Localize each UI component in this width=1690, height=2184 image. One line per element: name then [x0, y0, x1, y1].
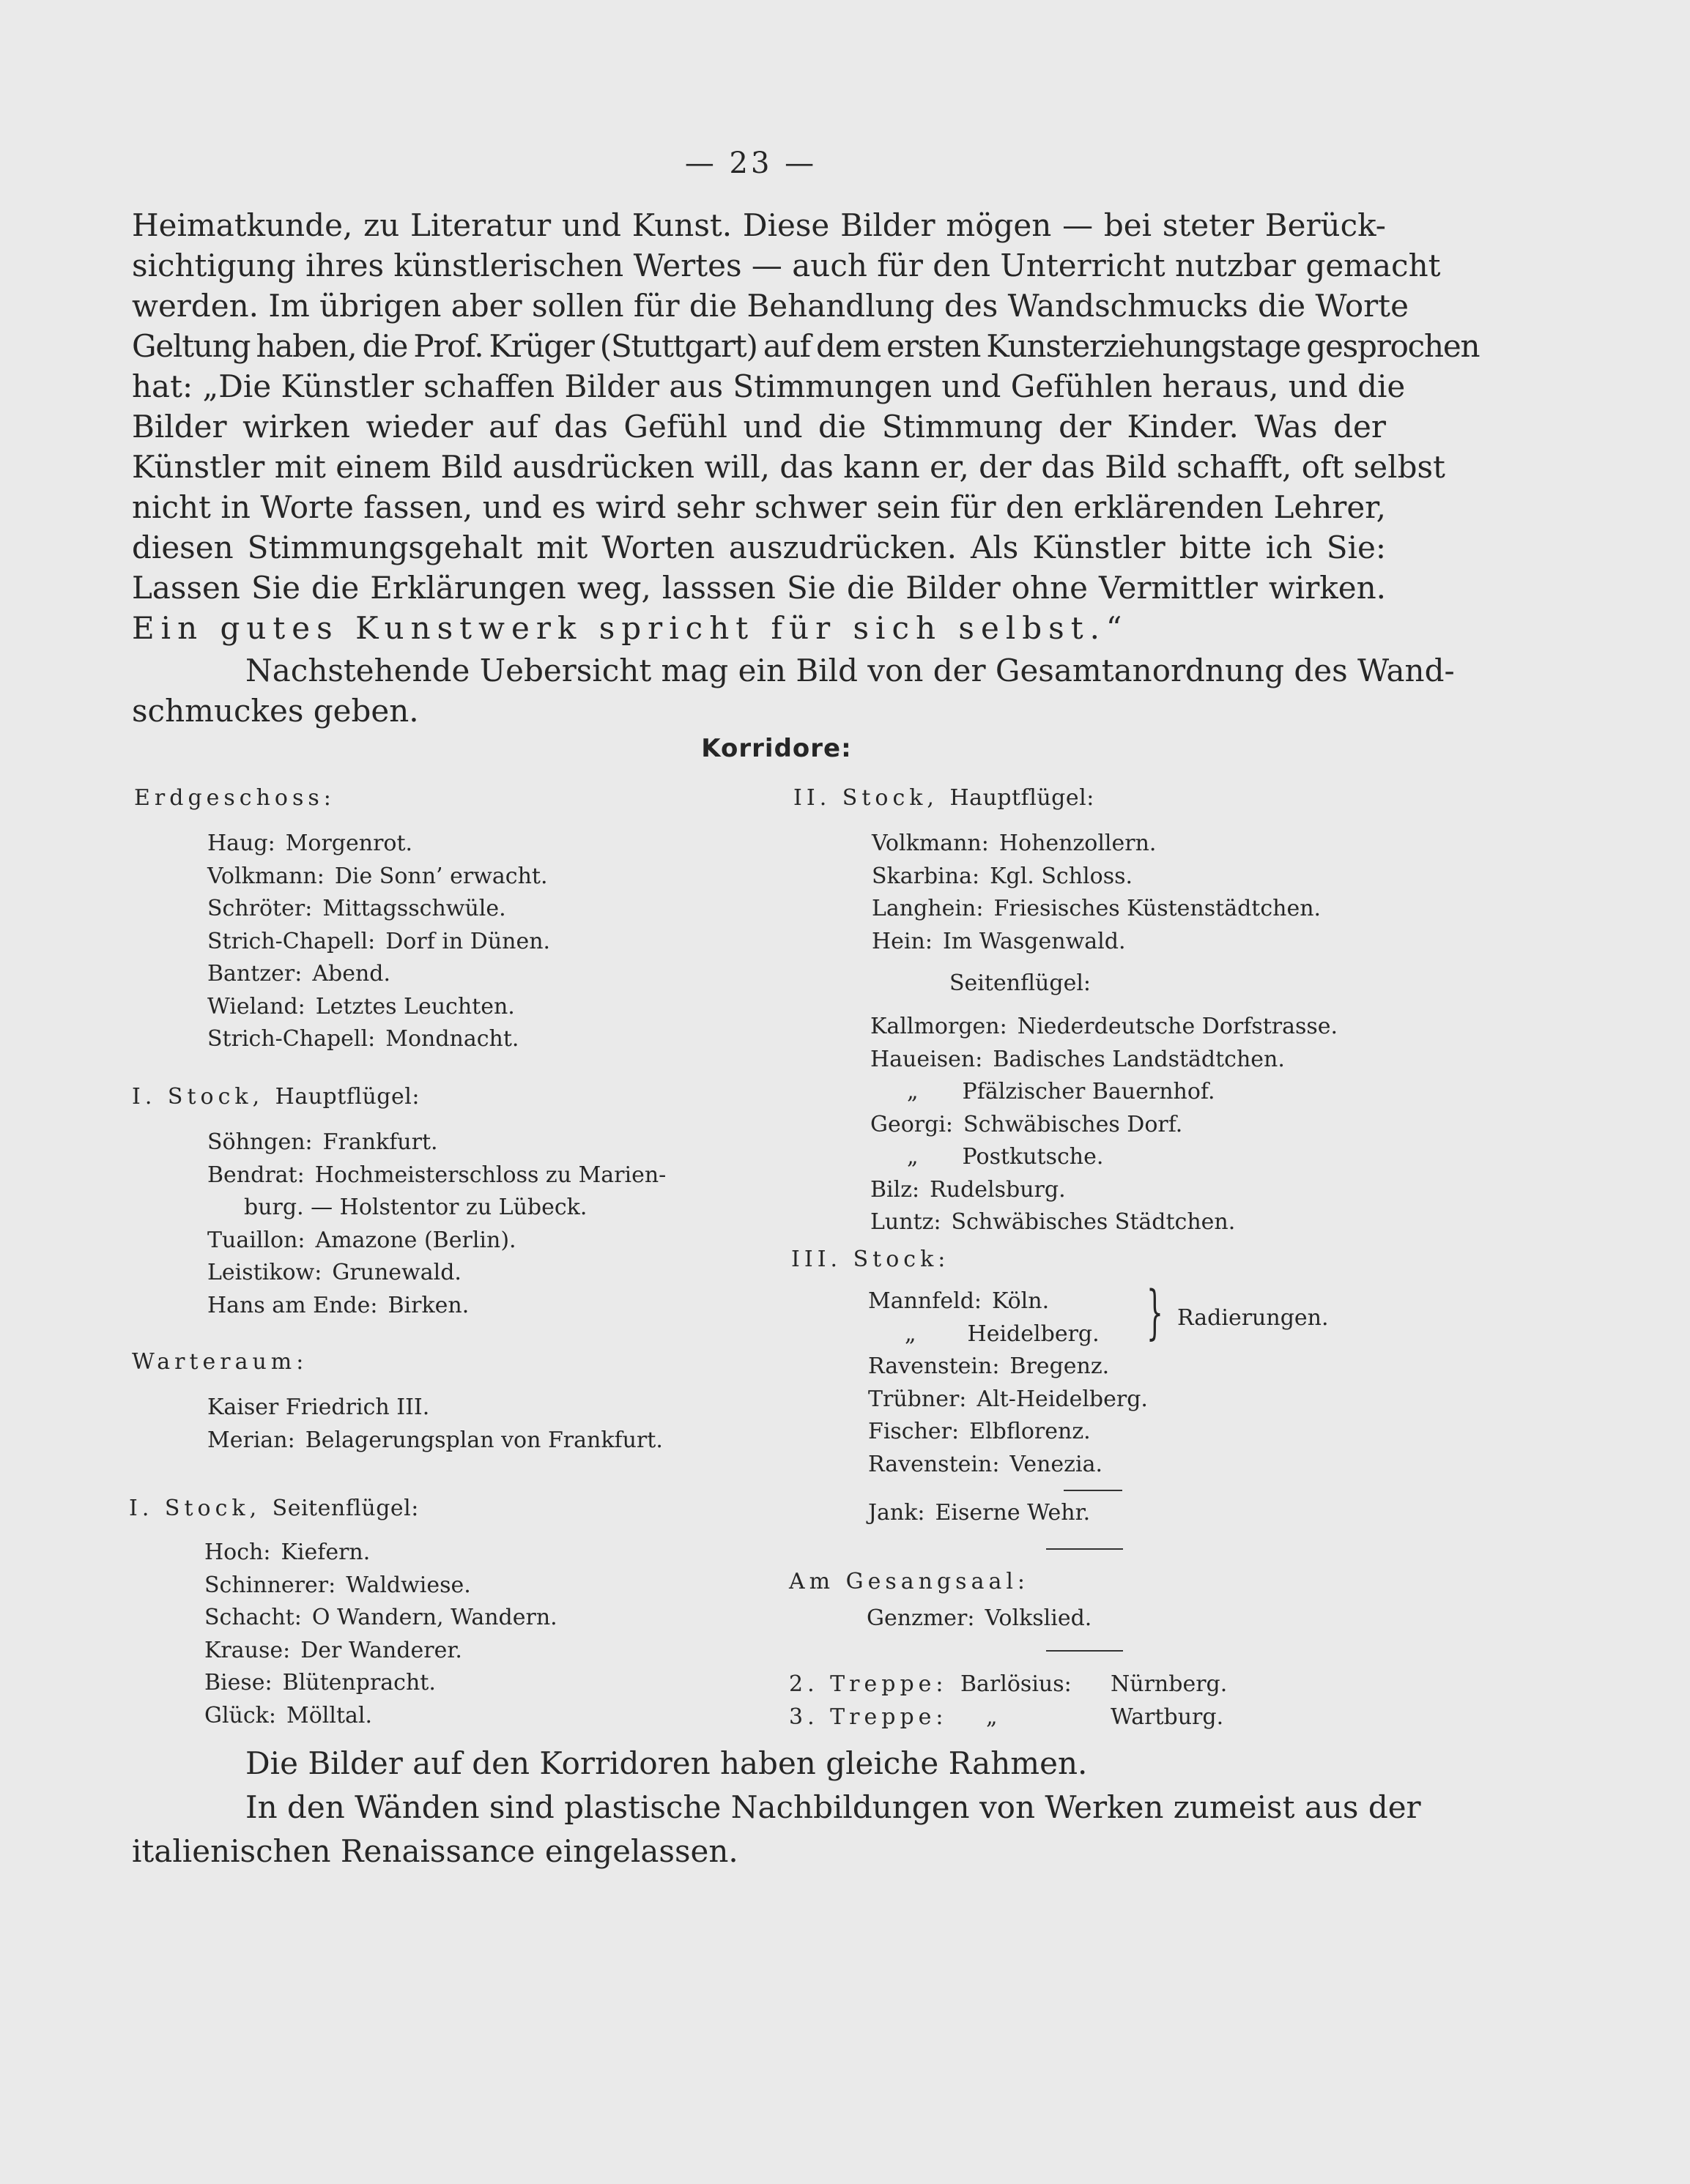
- work-title: Amazone (Berlin).: [315, 1227, 516, 1253]
- list-item: [872, 828, 1321, 861]
- list-item: [870, 1076, 1338, 1109]
- work-title: Mölltal.: [286, 1702, 373, 1728]
- list-item: [207, 828, 550, 861]
- list-treppen: [789, 1668, 1227, 1734]
- list-erdgeschoss: [207, 828, 550, 1056]
- list-item: [870, 1044, 1338, 1077]
- title-spaced: II. Stock,: [793, 785, 938, 811]
- list-item: [207, 926, 550, 959]
- ditto-mark: „: [907, 1079, 919, 1104]
- list-item: [207, 958, 550, 991]
- list-stock1-hauptfluegel: [207, 1126, 666, 1322]
- list-item: [207, 1023, 550, 1056]
- list-item: [870, 1011, 1338, 1044]
- text-line: hat: „Die Künstler schaffen Bilder aus Stimmungen und Gefühlen heraus, und die: [132, 368, 1406, 404]
- work-title: Eiserne Wehr.: [935, 1500, 1091, 1526]
- artist-name: Merian :: [207, 1427, 295, 1453]
- list-jank: [868, 1497, 1090, 1530]
- list-item: [872, 926, 1321, 959]
- text-line: Künstler mit einem Bild ausdrücken will, das kann er, der das Bild schafft, oft selbst: [132, 449, 1445, 485]
- title-spaced: I. Stock,: [129, 1496, 262, 1521]
- work-title: Morgenrot.: [285, 831, 413, 856]
- text-line: Geltung haben, die Prof. Krüger (Stuttgart) auf dem ersten Kunsterziehungstage gesprochen: [132, 328, 1480, 364]
- text-line: italienischen Renaissance eingelassen.: [132, 1833, 738, 1869]
- artist-name: Hoch :: [204, 1539, 270, 1565]
- list-item: [207, 1425, 663, 1457]
- artist-name: Volkmann :: [872, 831, 989, 856]
- work-title: Kgl. Schloss.: [990, 863, 1133, 889]
- artist-name: Langhein :: [872, 896, 983, 921]
- artist-name: Ravenstein :: [868, 1452, 999, 1477]
- work-title: Kaiser Friedrich III.: [207, 1394, 430, 1420]
- artist-name: Schacht :: [204, 1605, 302, 1630]
- work-title: Volkslied.: [985, 1605, 1092, 1631]
- list-stock2-hauptfluegel: [872, 828, 1321, 958]
- work-title: Belagerungsplan von Frankfurt.: [305, 1427, 663, 1453]
- text-line: Die Bilder auf den Korridoren haben gleiche Rahmen.: [245, 1745, 1088, 1781]
- list-item: [207, 861, 550, 894]
- work-title: Birken.: [388, 1292, 470, 1318]
- closing-paragraphs: [132, 1742, 1421, 1873]
- artist-name: Schröter :: [207, 896, 312, 921]
- work-title: Badisches Landstädtchen.: [993, 1046, 1285, 1072]
- artist-name: Volkmann :: [207, 863, 325, 889]
- list-item: [204, 1537, 557, 1570]
- text-line: sichtigung ihres künstlerischen Wertes — auch für den Unterricht nutzbar gemacht: [132, 248, 1441, 283]
- list-stock3: [868, 1285, 1148, 1481]
- text-line: nicht in Worte fassen, und es wird sehr schwer sein für den erklärenden Lehrer,: [132, 489, 1386, 525]
- work-title: Mittagsschwüle.: [322, 896, 506, 921]
- list-item: [868, 1449, 1148, 1482]
- list-item: [868, 1383, 1148, 1416]
- list-item-continuation: burg. — Holstentor zu Lübeck.: [244, 1195, 588, 1220]
- artist-name: Skarbina :: [872, 863, 979, 889]
- artist-name: Strich-Chapell :: [207, 929, 375, 954]
- work-title: Wartburg.: [1111, 1704, 1224, 1730]
- title-plain: Seitenflügel:: [272, 1496, 419, 1521]
- list-item: [207, 1159, 666, 1192]
- artist-name: Genzmer :: [867, 1605, 975, 1631]
- work-title: Schwäbisches Dorf.: [963, 1111, 1183, 1137]
- artist-name: Barlösius:: [960, 1671, 1072, 1697]
- list-item: [207, 1290, 666, 1323]
- list-stock1-seitenfluegel: [204, 1537, 557, 1732]
- title-spaced: I. Stock,: [132, 1084, 264, 1110]
- work-title: Kiefern.: [281, 1539, 371, 1565]
- artist-name: Krause :: [204, 1638, 290, 1663]
- work-title: Frankfurt.: [322, 1129, 438, 1155]
- work-title: Postkutsche.: [962, 1144, 1104, 1170]
- list-item: [789, 1668, 1227, 1701]
- artist-name: Leistikow :: [207, 1260, 322, 1285]
- work-title: Der Wanderer.: [300, 1637, 462, 1663]
- list-item: [207, 991, 550, 1024]
- list-item: [872, 893, 1321, 926]
- artist-name: Fischer :: [868, 1419, 959, 1444]
- artist-name: Mannfeld :: [868, 1288, 982, 1314]
- intro-paragraph: [132, 205, 1480, 648]
- work-title: Heidelberg.: [967, 1321, 1100, 1347]
- work-title: Schwäbisches Städtchen.: [951, 1209, 1236, 1235]
- section-title-stock1-seitenfluegel: [129, 1496, 419, 1521]
- work-title: Grunewald.: [332, 1260, 462, 1285]
- artist-name: Hans am Ende :: [207, 1293, 377, 1318]
- list-item: [868, 1497, 1090, 1530]
- artist-name: Bendrat :: [207, 1162, 305, 1188]
- overview-paragraph: [132, 650, 1455, 731]
- work-title: Köln.: [992, 1288, 1050, 1314]
- list-item: [207, 1126, 666, 1159]
- ditto-mark: „: [907, 1144, 919, 1170]
- artist-name: Ravenstein :: [868, 1353, 999, 1379]
- artist-name: Söhngen :: [207, 1129, 313, 1155]
- section-title-gesangsaal: Am Gesangsaal:: [789, 1569, 1030, 1594]
- work-title: Friesisches Küstenstädtchen.: [993, 896, 1322, 921]
- list-seitenfluegel: [870, 1011, 1338, 1239]
- stair-label: 3. Treppe:: [789, 1704, 948, 1730]
- artist-name: Schinnerer :: [204, 1572, 336, 1598]
- artist-name: Luntz :: [870, 1209, 941, 1235]
- list-item: [204, 1602, 557, 1635]
- page-number: — 23 —: [684, 146, 818, 180]
- list-gesangsaal: [867, 1602, 1092, 1635]
- list-item: [204, 1667, 557, 1700]
- divider-rule: [1064, 1490, 1122, 1491]
- list-item: [204, 1635, 557, 1668]
- work-title: Alt-Heidelberg.: [976, 1386, 1148, 1412]
- grouping-brace: }: [1146, 1278, 1163, 1346]
- list-item: [868, 1351, 1148, 1383]
- divider-rule: [1046, 1548, 1123, 1550]
- text-line: schmuckes geben.: [132, 693, 419, 729]
- list-item: [872, 861, 1321, 894]
- text-line: Bilder wirken wieder auf das Gefühl und die Stimmung der Kinder. Was der: [132, 409, 1386, 445]
- artist-name: Wieland :: [207, 994, 305, 1019]
- work-title: Blütenpracht.: [282, 1670, 436, 1695]
- artist-name: Glück :: [204, 1703, 276, 1728]
- list-warteraum: [207, 1392, 663, 1457]
- subheading-seitenfluegel: Seitenflügel:: [949, 970, 1092, 996]
- divider-rule: [1046, 1650, 1123, 1652]
- list-item: [789, 1701, 1227, 1734]
- list-item: [868, 1285, 1148, 1318]
- title-plain: Hauptflügel:: [949, 785, 1094, 811]
- list-item: [207, 1225, 666, 1258]
- text-line: Heimatkunde, zu Literatur und Kunst. Diese Bilder mögen — bei steter Berück-: [132, 207, 1386, 243]
- artist-name: Biese :: [204, 1670, 273, 1695]
- list-item: [867, 1602, 1092, 1635]
- section-title-warteraum: Warteraum:: [132, 1349, 308, 1375]
- list-item: [207, 1257, 666, 1290]
- stair-label: 2. Treppe:: [789, 1671, 948, 1697]
- work-title: Elbflorenz.: [969, 1419, 1091, 1444]
- work-title: Die Sonn’ erwacht.: [334, 863, 548, 889]
- work-title: Hohenzollern.: [998, 831, 1157, 856]
- artist-name: Strich-Chapell :: [207, 1026, 375, 1052]
- work-title: Hochmeisterschloss zu Marien-: [314, 1162, 667, 1188]
- artist-name: Bantzer :: [207, 961, 302, 987]
- artist-name: Georgi :: [870, 1112, 953, 1137]
- artist-name: Kallmorgen :: [870, 1014, 1007, 1039]
- work-title: Dorf in Dünen.: [385, 928, 551, 954]
- work-title: Venezia.: [1009, 1451, 1102, 1477]
- list-item: [870, 1174, 1338, 1207]
- text-line: diesen Stimmungsgehalt mit Worten auszudrücken. Als Künstler bitte ich Sie:: [132, 530, 1386, 565]
- section-heading: Korridore:: [701, 734, 852, 763]
- artist-name: Haug :: [207, 831, 275, 856]
- section-title-stock1-hauptfluegel: [132, 1084, 420, 1110]
- list-item: [207, 893, 550, 926]
- list-item: [870, 1109, 1338, 1142]
- text-line: werden. Im übrigen aber sollen für die Behandlung des Wandschmucks die Worte: [132, 288, 1409, 324]
- section-title-stock3: III. Stock:: [791, 1247, 950, 1272]
- work-title: Bregenz.: [1009, 1353, 1110, 1379]
- text-line: In den Wänden sind plastische Nachbildungen von Werken zumeist aus der: [245, 1789, 1421, 1825]
- artist-name: Trübner :: [868, 1386, 966, 1412]
- text-line: Nachstehende Uebersicht mag ein Bild von der Gesamtanordnung des Wand-: [245, 653, 1455, 688]
- section-title-stock2-hauptfluegel: [793, 785, 1094, 811]
- artist-name: Tuaillon :: [207, 1227, 305, 1253]
- title-plain: Hauptflügel:: [275, 1084, 420, 1110]
- work-title: Mondnacht.: [385, 1026, 519, 1052]
- list-item: [207, 1392, 663, 1425]
- artist-name: Hein :: [872, 929, 933, 954]
- artist-name: Bilz :: [870, 1177, 919, 1203]
- list-item: [868, 1416, 1148, 1449]
- work-title: Niederdeutsche Dorfstrasse.: [1017, 1014, 1338, 1039]
- work-title: Pfälzischer Bauernhof.: [962, 1079, 1215, 1104]
- list-item: [868, 1318, 1148, 1351]
- artist-name: Haueisen :: [870, 1047, 982, 1072]
- work-title: Abend.: [312, 961, 391, 987]
- ditto-mark: „: [986, 1704, 998, 1730]
- list-item: [204, 1700, 557, 1733]
- text-line: Lassen Sie die Erklärungen weg, lasssen Sie die Bilder ohne Vermittler wirken.: [132, 570, 1386, 606]
- work-title: Nürnberg.: [1111, 1671, 1228, 1697]
- list-item: [870, 1206, 1338, 1239]
- work-title: Waldwiese.: [346, 1572, 471, 1598]
- artist-name: Jank :: [868, 1500, 925, 1526]
- work-title: Rudelsburg.: [930, 1176, 1066, 1203]
- quote-closing-line: Ein gutes Kunstwerk spricht für sich selbst.“: [132, 610, 1129, 646]
- list-item: [870, 1141, 1338, 1174]
- section-title-erdgeschoss: Erdgeschoss:: [134, 785, 336, 811]
- work-title: Letztes Leuchten.: [315, 993, 515, 1019]
- work-title: O Wandern, Wandern.: [311, 1605, 557, 1630]
- work-title: Im Wasgenwald.: [942, 928, 1126, 954]
- list-item: [204, 1570, 557, 1602]
- ditto-mark: „: [905, 1321, 916, 1347]
- brace-note: Radierungen.: [1177, 1305, 1329, 1331]
